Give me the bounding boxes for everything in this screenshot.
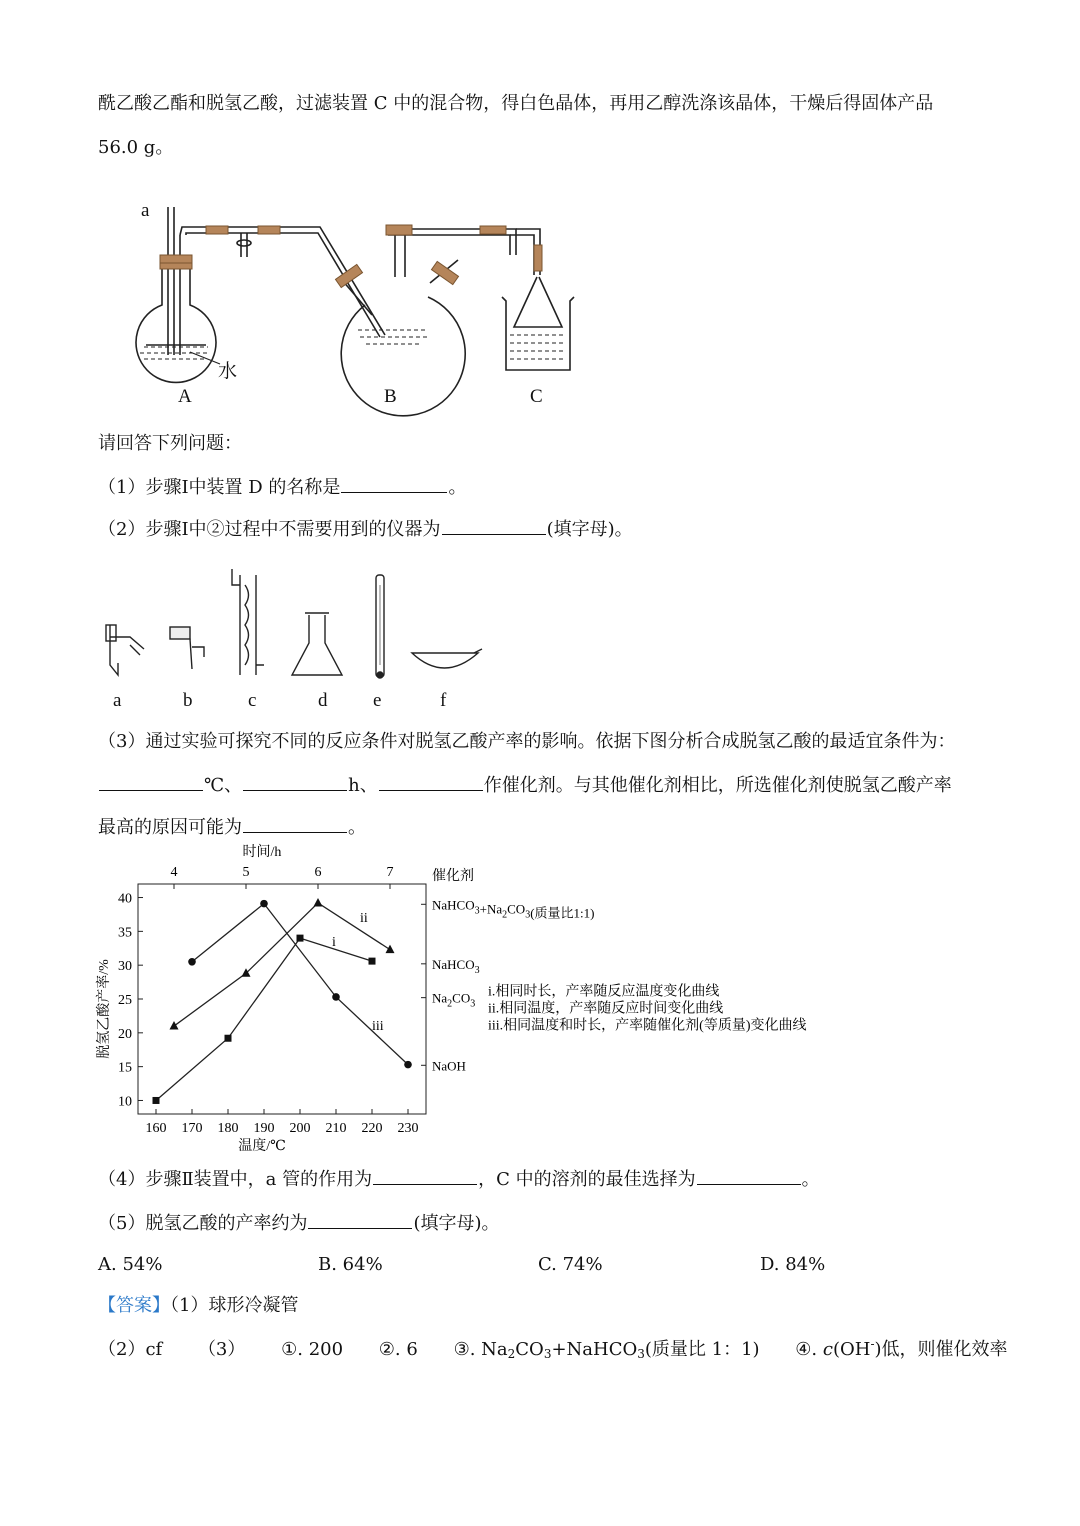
catalyst-axis-label: 催化剂 <box>432 869 474 884</box>
q4-blank-tube[interactable] <box>373 1166 477 1185</box>
series-ii-point <box>314 898 323 907</box>
top-axis-ticks <box>171 865 394 889</box>
answer-3-4: ④. c(OH-)低，则催化效率 <box>795 1337 1008 1360</box>
instrument-a-shape <box>110 625 144 675</box>
label-tube-a: a <box>141 200 150 221</box>
q2-end: (填字母)。 <box>546 519 633 540</box>
top-tick-label: 6 <box>314 865 322 880</box>
y-tick-label: 30 <box>118 959 132 975</box>
series-i-point <box>153 1097 160 1104</box>
q1-blank[interactable] <box>341 474 447 493</box>
water-pointer <box>188 350 228 370</box>
series-iii-point <box>188 958 196 966</box>
q3-catalyst-text: 作催化剂。与其他催化剂相比，所选催化剂使脱氢乙酸产率 <box>483 775 952 796</box>
series-layer <box>153 898 412 1104</box>
q4-mid: ，C 中的溶剂的最佳选择为 <box>478 1169 696 1190</box>
option-a[interactable]: A. 54% <box>98 1254 163 1275</box>
series-iii-point <box>332 993 340 1001</box>
intro-line-2: 56.0 g。 <box>98 137 174 158</box>
question-3-line-3 <box>98 814 366 840</box>
answer-3-1: ①. 200 <box>281 1339 344 1360</box>
x-axis-ticks <box>146 1109 419 1136</box>
series-ii-point <box>170 1021 179 1030</box>
top-tick-label: 7 <box>386 865 394 880</box>
y-tick-label: 15 <box>118 1060 132 1076</box>
intro-line-1: 酰乙酸乙酯和脱氢乙酸，过滤装置 C 中的混合物，得白色晶体，再用乙醇洗涤该晶体，干燥后得固体产品 <box>98 93 934 114</box>
option-d[interactable]: D. 84% <box>760 1254 826 1275</box>
legend-entry-iii: iii.相同温度和时长，产率随催化剂(等质量)变化曲线 <box>488 1018 807 1034</box>
answer-line-1 <box>98 1294 298 1318</box>
x-tick-label: 230 <box>397 1121 419 1136</box>
question-3-line-2 <box>98 772 952 798</box>
questions-prompt: 请回答下列问题： <box>98 433 242 454</box>
question-2 <box>98 516 633 542</box>
series-i-point <box>297 935 304 942</box>
answer-3-3: ③. $Na_2CO_3+NaHCO_3$(质量比 1：1) <box>453 1339 760 1361</box>
x-tick-label: 170 <box>181 1121 203 1136</box>
y-axis-label: 脱氢乙酸产率/% <box>97 959 112 1059</box>
yield-chart <box>90 842 870 1160</box>
y-tick-label: 10 <box>118 1094 132 1110</box>
x-tick-label: 190 <box>253 1121 275 1136</box>
q3-blank-time[interactable] <box>243 772 347 791</box>
label-apparatus-A: A <box>178 386 192 407</box>
x-tick-label: 200 <box>289 1121 311 1136</box>
y-tick-label: 20 <box>118 1026 132 1042</box>
catalyst-tick-label: NaHCO$_3$ <box>432 956 480 976</box>
instrument-b-shape <box>174 635 204 669</box>
stopper-a <box>160 255 192 263</box>
label-apparatus-B: B <box>384 386 397 407</box>
q5-blank[interactable] <box>308 1210 412 1229</box>
x-tick-label: 160 <box>145 1121 167 1136</box>
q3-unit-celsius: ℃、 <box>204 775 243 796</box>
question-1 <box>98 474 466 500</box>
question-5 <box>98 1210 500 1236</box>
catalyst-tick-label: NaOH <box>432 1058 466 1074</box>
series-name-ii: ii <box>360 911 368 926</box>
instrument-label-c: c <box>248 690 257 711</box>
instruments-diagram <box>100 565 490 685</box>
q3-reason-text: 最高的原因可能为 <box>98 817 242 838</box>
x-tick-label: 180 <box>217 1121 239 1136</box>
instrument-d-shape <box>292 615 342 675</box>
q3-blank-reason[interactable] <box>243 814 347 833</box>
x-tick-label: 220 <box>361 1121 383 1136</box>
q3-unit-hours: h、 <box>348 775 378 796</box>
answer-2: （2）cf <box>98 1339 163 1360</box>
instrument-label-f: f <box>440 690 447 711</box>
answer-tag: 【答案】 <box>98 1295 170 1316</box>
series-iii-point <box>404 1061 412 1069</box>
q4-blank-solvent[interactable] <box>697 1166 801 1185</box>
q5-text: （5）脱氢乙酸的产率约为 <box>98 1213 308 1234</box>
y-tick-label: 35 <box>118 925 132 941</box>
q2-text: （2）步骤Ⅰ中②过程中不需要用到的仪器为 <box>98 519 441 540</box>
q3-blank-temperature[interactable] <box>99 772 203 791</box>
q4-end: 。 <box>801 1169 820 1190</box>
series-line-iii <box>192 904 408 1065</box>
option-b[interactable]: B. 64% <box>318 1254 383 1275</box>
instrument-label-e: e <box>373 690 382 711</box>
q3-end: 。 <box>348 817 366 838</box>
y-tick-label: 40 <box>118 891 132 907</box>
question-4 <box>98 1166 820 1192</box>
series-i-point <box>225 1035 232 1042</box>
top-tick-label: 5 <box>242 865 250 880</box>
answer-1: （1）球形冷凝管 <box>170 1295 299 1316</box>
instrument-label-a: a <box>113 690 122 711</box>
top-axis-label: 时间/h <box>242 845 282 860</box>
question-3-line-1: （3）通过实验可探究不同的反应条件对脱氢乙酸产率的影响。依据下图分析合成脱氢乙酸的最适宜条件为： <box>98 731 956 752</box>
instrument-label-b: b <box>183 690 193 711</box>
legend-entry-i: i.相同时长，产率随反应温度变化曲线 <box>488 984 720 1000</box>
q1-text: （1）步骤Ⅰ中装置 D 的名称是 <box>98 477 341 498</box>
x-tick-label: 210 <box>325 1121 347 1136</box>
top-tick-label: 4 <box>170 865 178 880</box>
y-tick-label: 25 <box>118 993 132 1008</box>
series-name-i: i <box>332 935 336 950</box>
catalyst-tick-label: $NaHCO_3+Na_2CO_3$(质量比1:1) <box>432 897 595 921</box>
series-name-iii: iii <box>372 1019 384 1034</box>
instrument-label-d: d <box>318 690 328 711</box>
x-axis-label: 温度/℃ <box>238 1139 286 1154</box>
q4-text: （4）步骤Ⅱ装置中，a 管的作用为 <box>98 1169 373 1190</box>
instrument-f-shape <box>412 653 478 668</box>
y-axis-ticks <box>118 892 143 1110</box>
q3-blank-catalyst[interactable] <box>379 772 483 791</box>
option-c[interactable]: C. 74% <box>538 1254 603 1275</box>
series-iii-point <box>260 900 268 908</box>
answer-line-2 <box>98 1338 1008 1362</box>
series-line-ii <box>174 903 390 1026</box>
series-i-point <box>369 958 376 965</box>
q2-blank[interactable] <box>442 516 546 535</box>
answer-3-label: （3） <box>197 1339 246 1360</box>
q5-end: (填字母)。 <box>413 1213 500 1234</box>
answer-3-2: ②. 6 <box>378 1339 418 1360</box>
label-apparatus-C: C <box>530 386 543 407</box>
q1-end: 。 <box>448 477 467 498</box>
label-water: 水 <box>218 360 238 382</box>
legend-entry-ii: ii.相同温度，产率随反应时间变化曲线 <box>488 1001 724 1017</box>
catalyst-tick-label: $Na_2CO_3$ <box>432 990 476 1010</box>
series-ii-point <box>386 945 395 954</box>
